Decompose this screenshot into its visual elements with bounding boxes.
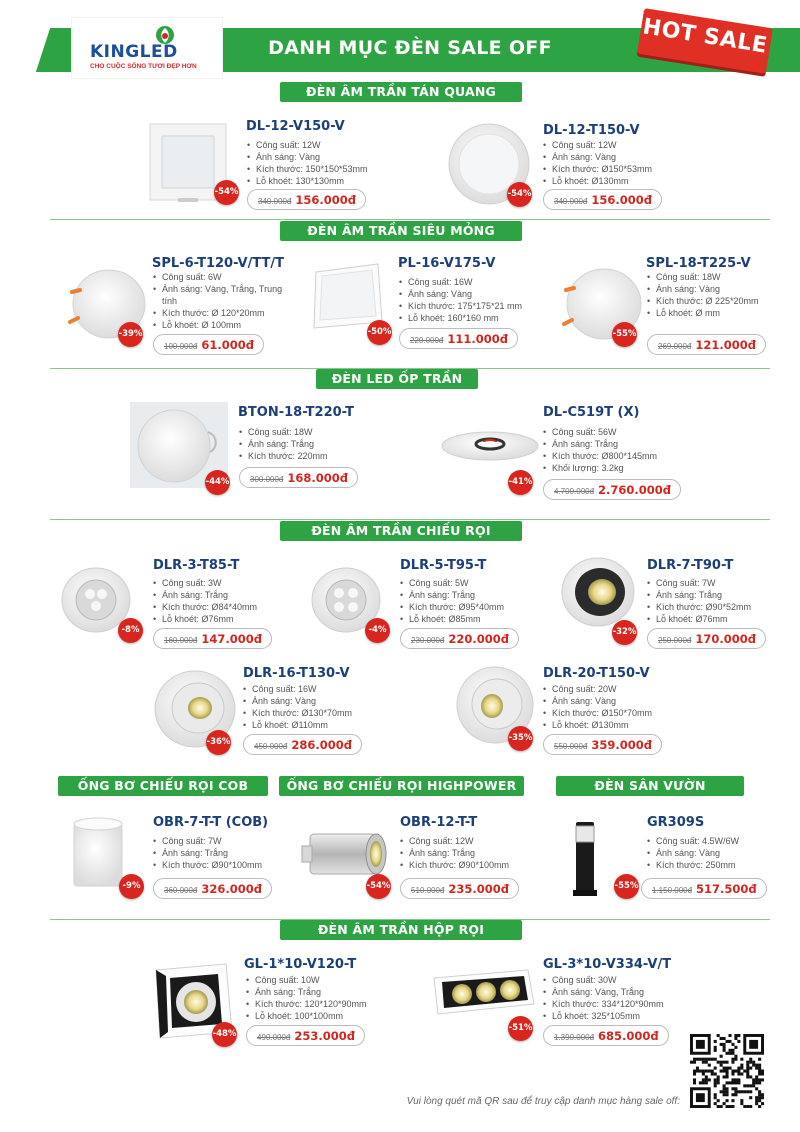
product-specs: • Công suất: 12W • Ánh sáng: Vàng • Kích thước: 150*150*53mm • Lỗ khoét: 130*130mm: [247, 139, 368, 187]
kingled-logo: [72, 18, 222, 78]
product-specs: • Công suất: 10W • Ánh sáng: Trắng • Kích thước: 120*120*90mm • Lỗ khoét: 100*100mm: [246, 974, 367, 1022]
product-specs: • Công suất: 7W • Ánh sáng: Trắng • Kích thước: Ø90*100mm: [153, 835, 262, 871]
sale-price: 61.000đ: [201, 338, 254, 352]
sale-price: 286.000đ: [291, 738, 352, 752]
discount-badge: -35%: [508, 726, 533, 751]
product-name: GL-3*10-V334-V/T: [543, 957, 672, 972]
product-specs: • Công suất: 12W • Ánh sáng: Vàng • Kích thước: Ø150*53mm • Lỗ khoét: Ø130mm: [543, 139, 652, 187]
page-header: [0, 0, 800, 84]
discount-badge: -54%: [214, 180, 239, 205]
old-price: 300.000đ: [250, 475, 284, 484]
sale-price: 685.000đ: [598, 1029, 659, 1043]
discount-badge: -9%: [119, 874, 144, 899]
old-price: 510.000đ: [411, 886, 445, 895]
category-header-ong-bo-cob: ỐNG BƠ CHIẾU RỌI COB: [58, 776, 268, 796]
tube-light-image: [70, 814, 126, 890]
old-price: 490.000đ: [257, 1033, 291, 1042]
discount-badge: -54%: [507, 182, 532, 207]
old-price: 550.000đ: [554, 742, 588, 751]
old-price: 1.390.000đ: [554, 1033, 595, 1042]
sale-price: 326.000đ: [201, 882, 262, 896]
old-price: 450.000đ: [254, 742, 288, 751]
old-price: 1.150.000đ: [652, 886, 693, 895]
price-tag: [399, 328, 518, 349]
price-tag: [647, 628, 766, 649]
category-header-tan-quang: ĐÈN ÂM TRẦN TÁN QUANG: [280, 82, 522, 102]
product-name: DL-12-T150-V: [543, 123, 640, 138]
old-price: 230.000đ: [411, 636, 445, 645]
product-name: PL-16-V175-V: [398, 256, 496, 271]
product-specs: • Công suất: 3W • Ánh sáng: Trắng • Kích thước: Ø84*40mm • Lỗ khoét: Ø76mm: [153, 577, 257, 625]
old-price: 220.000đ: [410, 336, 444, 345]
product-specs: • Công suất: 30W • Ánh sáng: Vàng, Trắng • Kích thước: 334*120*90mm • Lỗ khoét: 325*105mm: [543, 974, 664, 1022]
old-price: 269.000đ: [658, 342, 692, 351]
product-specs: • Công suất: 18W • Ánh sáng: Trắng • Kích thước: 220mm: [239, 426, 327, 462]
sale-price: 111.000đ: [447, 332, 508, 346]
sale-price: 156.000đ: [295, 193, 356, 207]
old-price: 250.000đ: [658, 636, 692, 645]
sale-price: 359.000đ: [591, 738, 652, 752]
category-header-sieu-mong: ĐÈN ÂM TRẦN SIÊU MỎNG: [280, 221, 522, 241]
price-tag: [153, 628, 272, 649]
product-specs: • Công suất: 16W • Ánh sáng: Vàng • Kích thước: 175*175*21 mm • Lỗ khoét: 160*160 mm: [399, 276, 522, 324]
sale-price: 2.760.000đ: [598, 483, 672, 497]
sale-price: 170.000đ: [695, 632, 756, 646]
old-price: 340.000đ: [554, 197, 588, 206]
price-tag: [247, 189, 366, 210]
category-header-op-tran: ĐÈN LED ỐP TRẦN: [316, 369, 478, 389]
discount-badge: -36%: [206, 730, 231, 755]
discount-badge: -50%: [367, 320, 392, 345]
product-name: DLR-16-T130-V: [243, 666, 350, 681]
price-tag: [647, 334, 766, 355]
sale-price: 253.000đ: [294, 1029, 355, 1043]
category-header-ong-bo-highpower: ỐNG BƠ CHIẾU RỌI HIGHPOWER: [279, 776, 524, 796]
product-specs: • Công suất: 5W • Ánh sáng: Trắng • Kích thước: Ø95*40mm • Lỗ khoét: Ø85mm: [400, 577, 504, 625]
discount-badge: -48%: [212, 1022, 237, 1047]
price-tag: [543, 1025, 669, 1046]
divider: [50, 519, 770, 520]
discount-badge: -8%: [118, 618, 143, 643]
product-name: DLR-20-T150-V: [543, 666, 650, 681]
sale-price: 517.500đ: [696, 882, 757, 896]
discount-badge: -55%: [614, 874, 639, 899]
product-name: GR309S: [647, 815, 705, 830]
product-name: BTON-18-T220-T: [238, 405, 355, 420]
divider: [50, 219, 770, 220]
product-specs: • Công suất: 7W • Ánh sáng: Trắng • Kích thước: Ø90*52mm • Lỗ khoét: Ø76mm: [647, 577, 751, 625]
product-name: OBR-7-T-T (COB): [153, 815, 269, 830]
price-tag: [153, 878, 272, 899]
product-specs: • Công suất: 56W • Ánh sáng: Trắng • Kích thước: Ø800*145mm • Khối lượng: 3.2kg: [543, 426, 657, 474]
price-tag: [243, 734, 362, 755]
old-price: 160.000đ: [164, 636, 198, 645]
sale-price: 156.000đ: [591, 193, 652, 207]
product-specs: • Công suất: 4.5W/6W • Ánh sáng: Vàng • Kích thước: 250mm: [647, 835, 739, 871]
old-price: 360.000đ: [164, 886, 198, 895]
price-tag: [246, 1025, 365, 1046]
product-specs: • Công suất: 20W • Ánh sáng: Vàng • Kích thước: Ø150*70mm • Lỗ khoét: Ø130mm: [543, 683, 652, 731]
price-tag: [239, 467, 358, 488]
price-tag: [400, 628, 519, 649]
product-name: DL-C519T (X): [543, 405, 640, 420]
product-name: SPL-18-T225-V: [646, 256, 751, 271]
sale-price: 147.000đ: [201, 632, 262, 646]
sale-price: 168.000đ: [287, 471, 348, 485]
old-price: 4.700.000đ: [554, 487, 595, 496]
product-specs: • Công suất: 18W • Ánh sáng: Vàng • Kích thước: Ø 225*20mm • Lỗ khoét: Ø mm: [647, 271, 758, 319]
logo-tagline: CHO CUỘC SỐNG TƯƠI ĐẸP HƠN: [90, 63, 197, 70]
category-header-san-vuon: ĐÈN SÂN VƯỜN: [556, 776, 744, 796]
old-price: 340.000đ: [258, 197, 292, 206]
qr-instruction: Vui lòng quét mã QR sau để truy cập danh mục hàng sale off:: [406, 1096, 680, 1107]
discount-badge: -44%: [205, 470, 230, 495]
hot-sale-badge: [632, 10, 782, 72]
sale-price: 220.000đ: [448, 632, 509, 646]
grille-light-triple-image: [432, 968, 536, 1016]
discount-badge: -41%: [508, 470, 533, 495]
discount-badge: -54%: [366, 874, 391, 899]
product-name: OBR-12-T-T: [400, 815, 478, 830]
product-name: DLR-7-T90-T: [647, 558, 734, 573]
price-tag: [641, 878, 767, 899]
price-tag: [153, 334, 264, 355]
old-price: 100.000đ: [164, 342, 198, 351]
garden-bollard-image: [568, 818, 602, 898]
product-name: DLR-5-T95-T: [400, 558, 487, 573]
category-header-hop-roi: ĐÈN ÂM TRẦN HỘP RỌI: [280, 920, 522, 940]
price-tag: [400, 878, 519, 899]
sale-price: 121.000đ: [695, 338, 756, 352]
product-name: SPL-6-T120-V/TT/T: [152, 256, 285, 271]
product-specs: • Công suất: 6W • Ánh sáng: Vàng, Trắng, Trung tính • Kích thước: Ø 120*20mm • Lỗ khoét: Ø 100mm: [153, 271, 288, 331]
ceiling-light-image: [440, 418, 540, 468]
product-specs: • Công suất: 12W • Ánh sáng: Trắng • Kích thước: Ø90*100mm: [400, 835, 509, 871]
sale-price: 235.000đ: [448, 882, 509, 896]
product-name: DLR-3-T85-T: [153, 558, 240, 573]
hot-sale-text: HOT SALE: [640, 14, 770, 59]
discount-badge: -4%: [365, 618, 390, 643]
logo-text: KINGLED: [90, 42, 178, 62]
product-name: GL-1*10-V120-T: [244, 957, 357, 972]
category-header-chieu-roi: ĐÈN ÂM TRẦN CHIẾU RỌI: [280, 521, 522, 541]
discount-badge: -51%: [508, 1016, 533, 1041]
product-specs: • Công suất: 16W • Ánh sáng: Vàng • Kích thước: Ø130*70mm • Lỗ khoét: Ø110mm: [243, 683, 352, 731]
discount-badge: -55%: [612, 322, 637, 347]
page-title: DANH MỤC ĐÈN SALE OFF: [268, 37, 552, 59]
product-name: DL-12-V150-V: [246, 119, 345, 134]
price-tag: [543, 479, 681, 500]
discount-badge: -39%: [118, 322, 143, 347]
discount-badge: -32%: [612, 620, 637, 645]
qr-code[interactable]: [690, 1034, 764, 1108]
price-tag: [543, 189, 662, 210]
price-tag: [543, 734, 662, 755]
